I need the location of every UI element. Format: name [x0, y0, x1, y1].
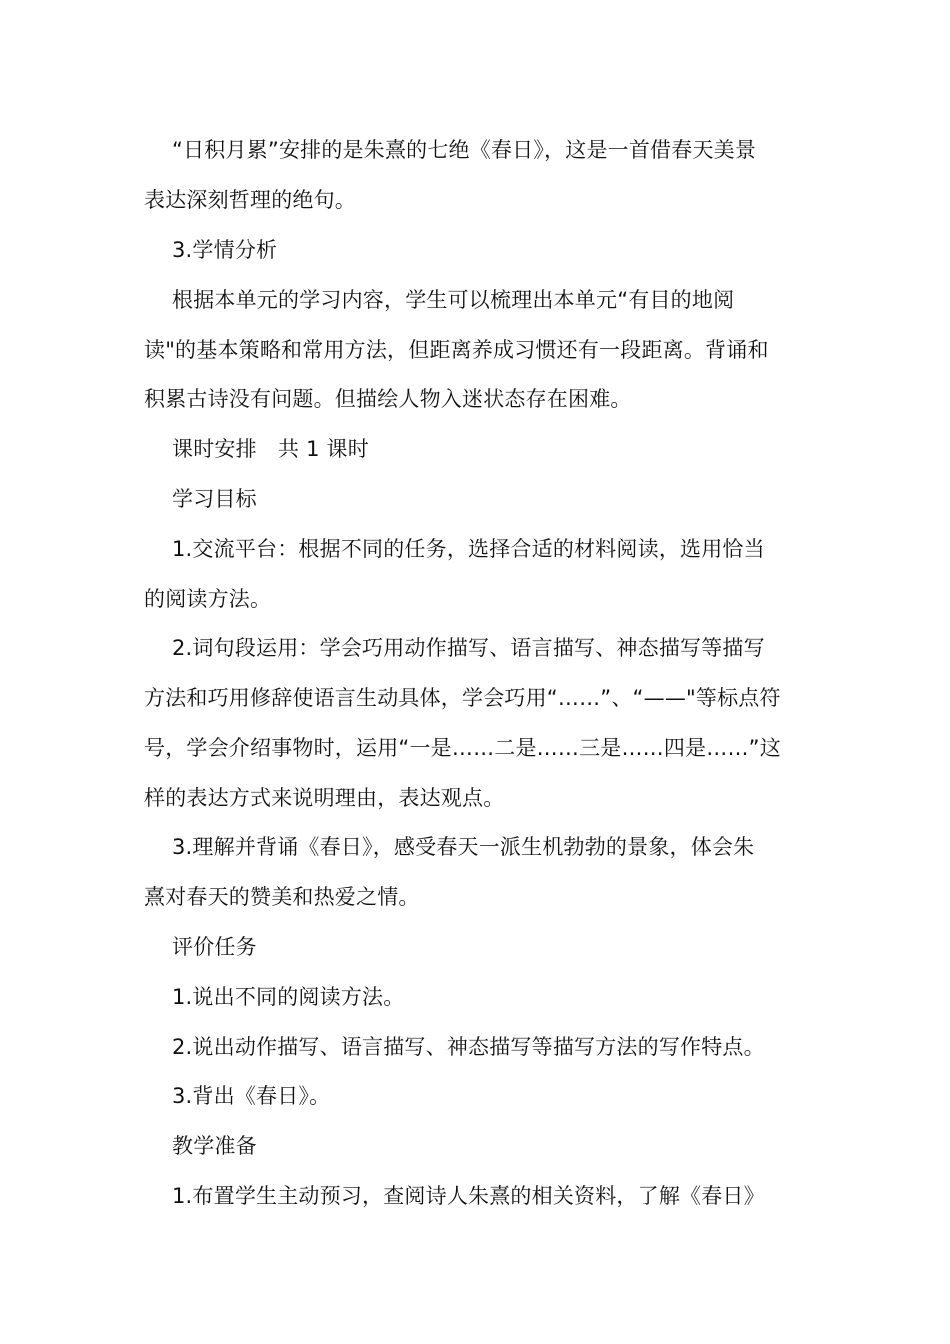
section-heading: 课时安排 共 1 课时 — [172, 437, 369, 461]
paragraph-line: 根据本单元的学习内容，学生可以梳理出本单元“有目的地阅 — [172, 288, 735, 312]
list-item: 方法和巧用修辞使语言生动具体，学会巧用“……”、“——"等标点符 — [144, 686, 781, 710]
list-item: 2.词句段运用：学会巧用动作描写、语言描写、神态描写等描写 — [172, 636, 765, 660]
list-item: 熹对春天的赞美和热爱之情。 — [144, 885, 420, 909]
paragraph-line: 读"的基本策略和常用方法，但距离养成习惯还有一段距离。背诵和 — [144, 338, 769, 362]
list-item: 样的表达方式来说明理由，表达观点。 — [144, 786, 505, 810]
section-heading: 3.学情分析 — [172, 238, 278, 262]
list-item: 1.布置学生主动预习，查阅诗人朱熹的相关资料，了解《春日》 — [172, 1184, 765, 1208]
paragraph-line: 表达深刻哲理的绝句。 — [144, 188, 356, 212]
list-item: 1.交流平台：根据不同的任务，选择合适的材料阅读，选用恰当 — [172, 537, 765, 561]
paragraph-line: “日积月累”安排的是朱熹的七绝《春日》，这是一首借春天美景 — [172, 138, 757, 162]
list-item: 的阅读方法。 — [144, 587, 272, 611]
list-item: 3.理解并背诵《春日》，感受春天一派生机勃勃的景象，体会朱 — [172, 835, 755, 859]
list-item: 3.背出《春日》。 — [172, 1084, 331, 1108]
list-item: 1.说出不同的阅读方法。 — [172, 985, 405, 1009]
section-heading: 教学准备 — [172, 1134, 257, 1158]
list-item: 号，学会介绍事物时，运用“一是……二是……三是……四是……”这 — [144, 736, 781, 760]
section-heading: 评价任务 — [172, 935, 257, 959]
paragraph-line: 积累古诗没有问题。但描绘人物入迷状态存在困难。 — [144, 387, 632, 411]
list-item: 2.说出动作描写、语言描写、神态描写等描写方法的写作特点。 — [172, 1035, 765, 1059]
section-heading: 学习目标 — [172, 487, 257, 511]
